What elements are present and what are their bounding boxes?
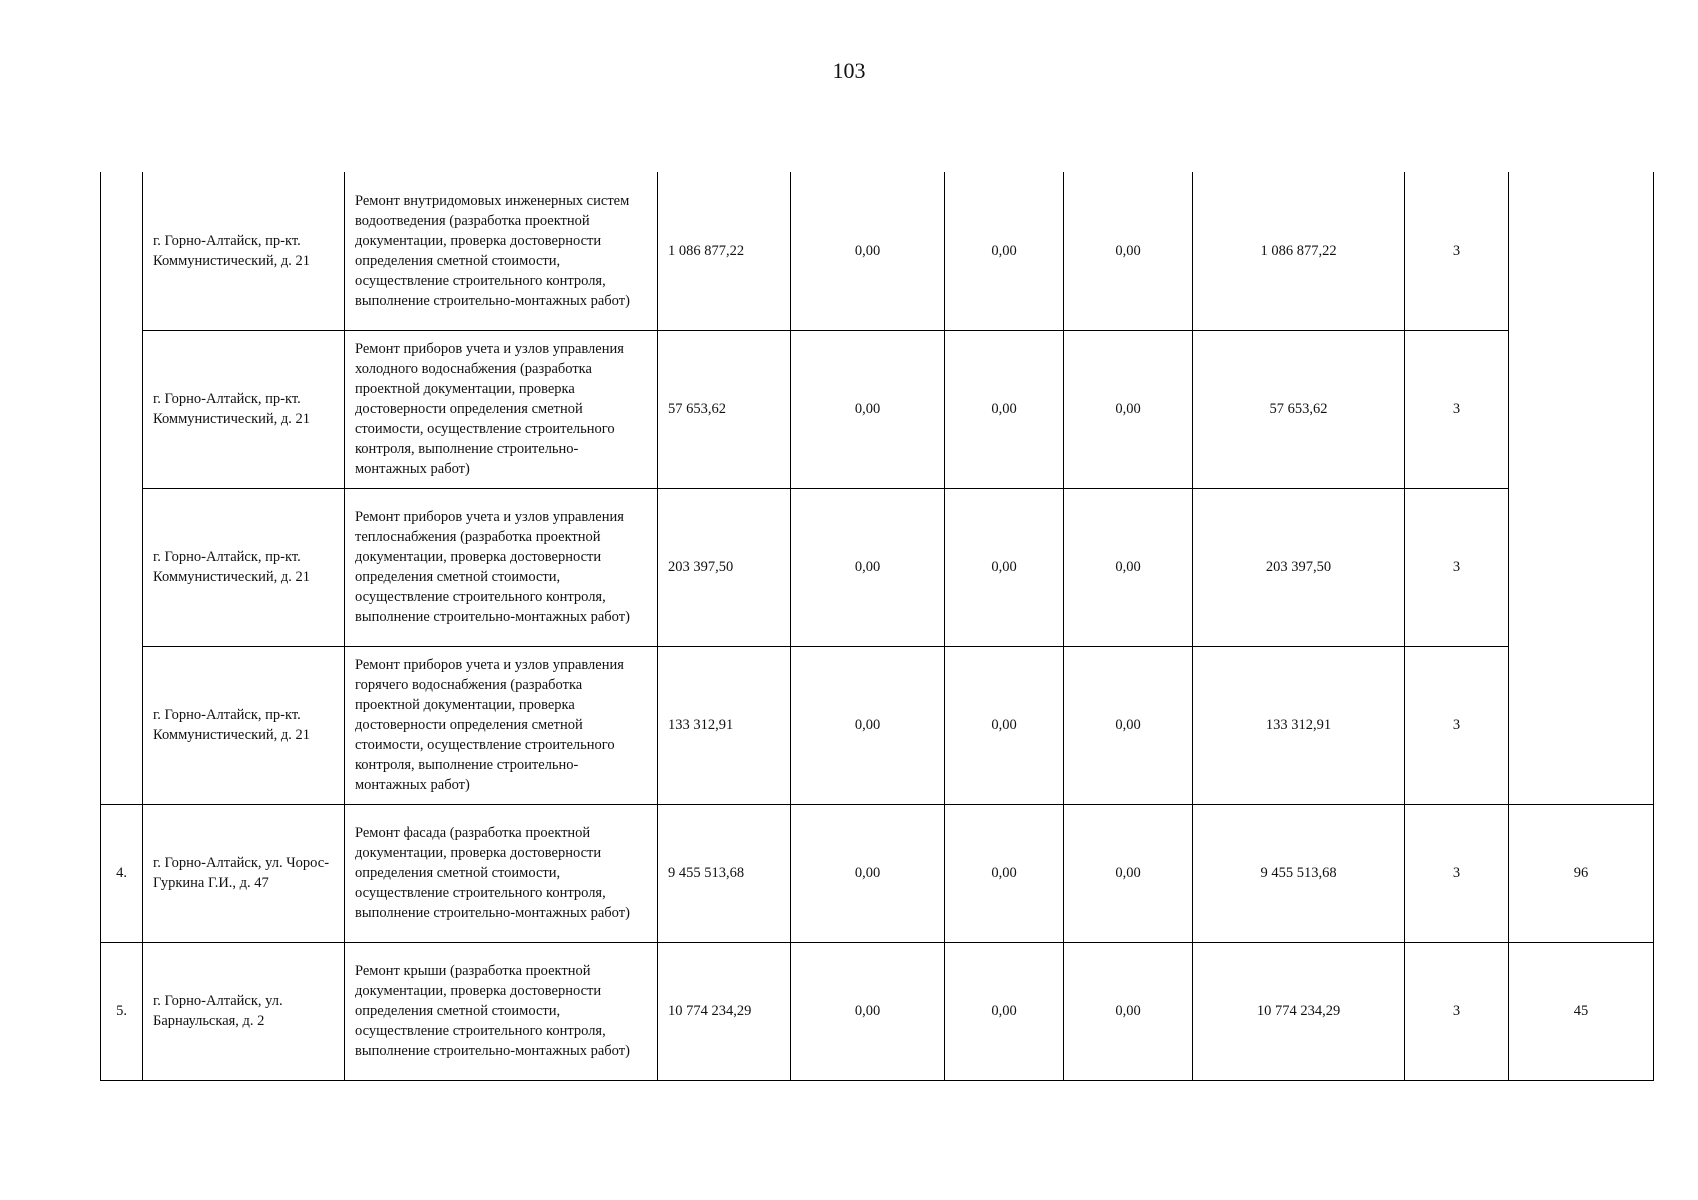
work-description-cell: Ремонт внутридомовых инженерных систем водоотведения (разработка проектной документации, проверка достоверности определения сметной стоимости, осуществление строительного контроля, выполнение строительно-монтажных работ) xyxy=(345,172,658,330)
address-cell: г. Горно-Алтайск, пр-кт. Коммунистический, д. 21 xyxy=(143,488,345,646)
last-column-cell: 45 xyxy=(1509,942,1654,1080)
row-number-cell: 5. xyxy=(101,942,143,1080)
amount-cell: 203 397,50 xyxy=(658,488,791,646)
value-cell-1: 0,00 xyxy=(791,172,945,330)
value-cell-1: 0,00 xyxy=(791,488,945,646)
table-row xyxy=(101,488,1654,646)
last-column-cell xyxy=(1509,172,1654,804)
address-cell: г. Горно-Алтайск, ул. Барнаульская, д. 2 xyxy=(143,942,345,1080)
value-cell-3: 0,00 xyxy=(1064,330,1193,488)
table-row xyxy=(101,172,1654,330)
stage-cell: 3 xyxy=(1405,488,1509,646)
value-cell-1: 0,00 xyxy=(791,330,945,488)
table-row xyxy=(101,942,1654,1080)
value-cell-3: 0,00 xyxy=(1064,942,1193,1080)
last-column-cell: 96 xyxy=(1509,804,1654,942)
value-cell-2: 0,00 xyxy=(945,804,1064,942)
value-cell-2: 0,00 xyxy=(945,172,1064,330)
address-cell: г. Горно-Алтайск, пр-кт. Коммунистический, д. 21 xyxy=(143,330,345,488)
work-description-cell: Ремонт приборов учета и узлов управления холодного водоснабжения (разработка проектной документации, проверка достоверности определения сметной стоимости, осуществление строительного контроля, выполнение строительно-монтажных работ) xyxy=(345,330,658,488)
address-cell: г. Горно-Алтайск, ул. Чорос-Гуркина Г.И., д. 47 xyxy=(143,804,345,942)
value-cell-3: 0,00 xyxy=(1064,172,1193,330)
amount-cell: 9 455 513,68 xyxy=(658,804,791,942)
amount-cell: 1 086 877,22 xyxy=(658,172,791,330)
amount-cell: 57 653,62 xyxy=(658,330,791,488)
value-cell-1: 0,00 xyxy=(791,646,945,804)
work-description-cell: Ремонт приборов учета и узлов управления теплоснабжения (разработка проектной документации, проверка достоверности определения сметной стоимости, осуществление строительного контроля, выполнение строительно-монтажных работ) xyxy=(345,488,658,646)
stage-cell: 3 xyxy=(1405,804,1509,942)
total-cell: 203 397,50 xyxy=(1193,488,1405,646)
stage-cell: 3 xyxy=(1405,172,1509,330)
row-number-cell: 4. xyxy=(101,804,143,942)
table-row xyxy=(101,330,1654,488)
works-table xyxy=(100,172,1654,1081)
amount-cell: 133 312,91 xyxy=(658,646,791,804)
amount-cell: 10 774 234,29 xyxy=(658,942,791,1080)
total-cell: 10 774 234,29 xyxy=(1193,942,1405,1080)
value-cell-2: 0,00 xyxy=(945,330,1064,488)
value-cell-1: 0,00 xyxy=(791,804,945,942)
address-cell: г. Горно-Алтайск, пр-кт. Коммунистический, д. 21 xyxy=(143,172,345,330)
row-number-cell xyxy=(101,172,143,804)
total-cell: 9 455 513,68 xyxy=(1193,804,1405,942)
address-cell: г. Горно-Алтайск, пр-кт. Коммунистический, д. 21 xyxy=(143,646,345,804)
total-cell: 1 086 877,22 xyxy=(1193,172,1405,330)
page-number: 103 xyxy=(832,58,866,83)
stage-cell: 3 xyxy=(1405,330,1509,488)
total-cell: 133 312,91 xyxy=(1193,646,1405,804)
value-cell-3: 0,00 xyxy=(1064,804,1193,942)
value-cell-2: 0,00 xyxy=(945,646,1064,804)
table-row xyxy=(101,646,1654,804)
value-cell-3: 0,00 xyxy=(1064,646,1193,804)
value-cell-1: 0,00 xyxy=(791,942,945,1080)
value-cell-2: 0,00 xyxy=(945,942,1064,1080)
stage-cell: 3 xyxy=(1405,646,1509,804)
work-description-cell: Ремонт приборов учета и узлов управления горячего водоснабжения (разработка проектной документации, проверка достоверности определения сметной стоимости, осуществление строительного контроля, выполнение строительно-монтажных работ) xyxy=(345,646,658,804)
stage-cell: 3 xyxy=(1405,942,1509,1080)
work-description-cell: Ремонт крыши (разработка проектной документации, проверка достоверности определения сметной стоимости, осуществление строительного контроля, выполнение строительно-монтажных работ) xyxy=(345,942,658,1080)
value-cell-2: 0,00 xyxy=(945,488,1064,646)
total-cell: 57 653,62 xyxy=(1193,330,1405,488)
work-description-cell: Ремонт фасада (разработка проектной документации, проверка достоверности определения сметной стоимости, осуществление строительного контроля, выполнение строительно-монтажных работ) xyxy=(345,804,658,942)
table-row xyxy=(101,804,1654,942)
value-cell-3: 0,00 xyxy=(1064,488,1193,646)
